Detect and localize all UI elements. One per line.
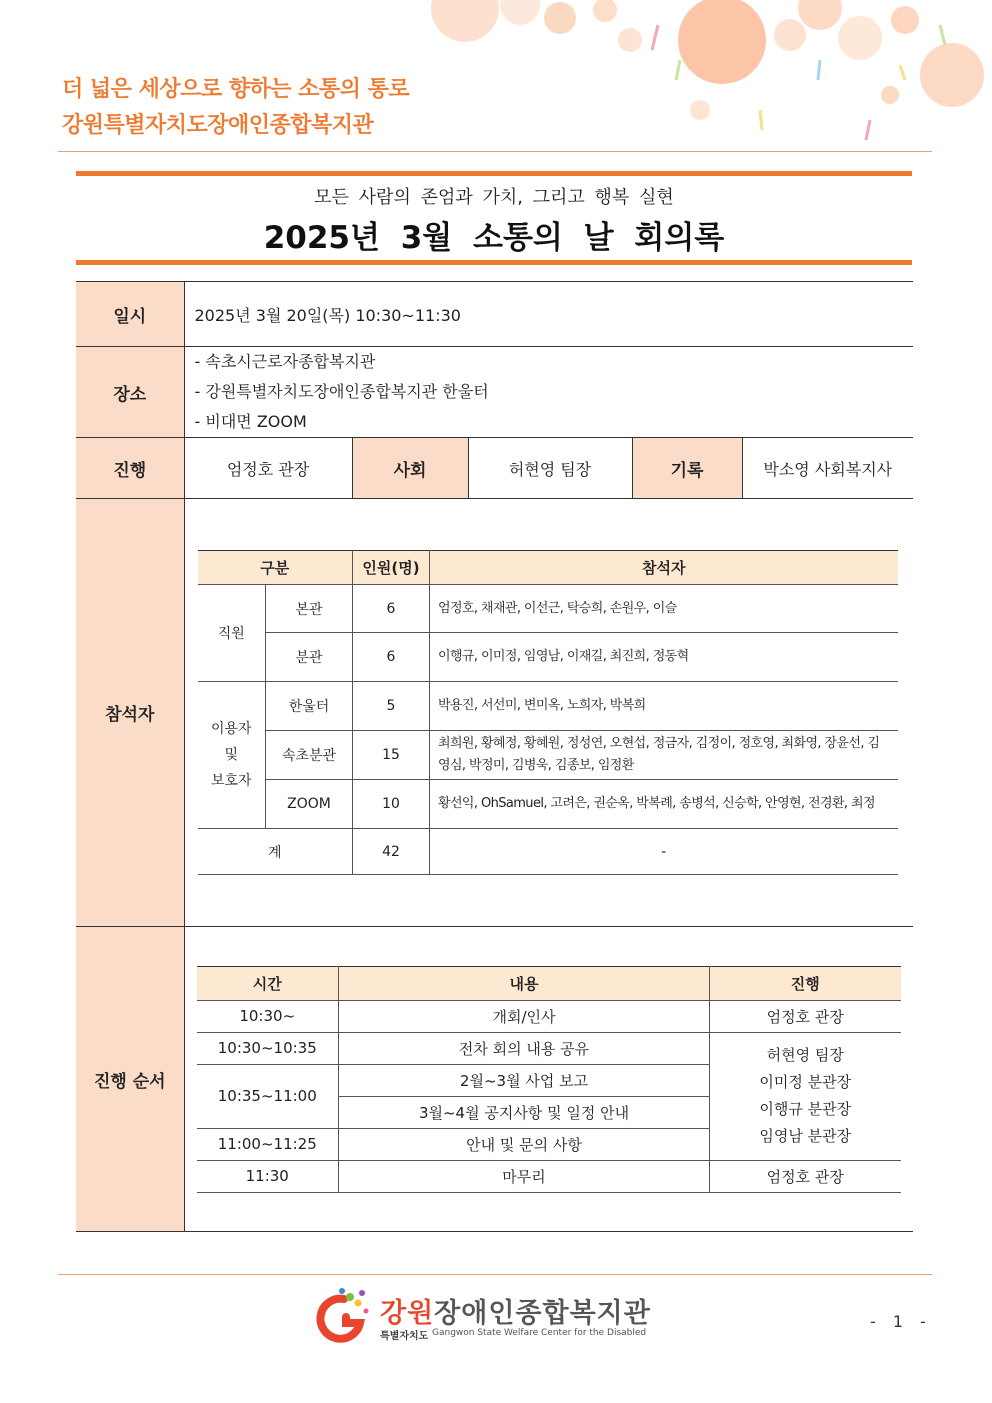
table-row-subcategory: 분관 [266,633,353,682]
logo-mark-icon [310,1287,374,1347]
schedule-lead: 엄정호 관장 [710,1160,901,1192]
logo-text [380,1291,651,1330]
recorder-value: 박소영 사회복지사 [742,438,913,499]
table-row-subcategory: 속초분관 [266,731,353,780]
table-row-names: 이행규, 이미정, 임영남, 이재길, 최진희, 정동혁 [430,633,898,682]
schedule-content: 안내 및 문의 사항 [339,1128,710,1160]
lead-name: 이미정 분관장 [759,1073,852,1091]
logo-subtext: 특별자치도 [380,1331,429,1342]
table-row-subcategory: 한울터 [266,682,353,731]
users-label-line: 이용자 [210,721,252,737]
place-label: 장소 [76,347,184,438]
table-row-count: 10 [353,780,430,829]
schedule-lead-merged [710,1032,901,1160]
schedule-content: 3월~4월 공지사항 및 일정 안내 [339,1096,710,1128]
table-row-names: 엄정호, 채재관, 이선근, 탁승희, 손원우, 이슬 [430,585,898,633]
slogan-line-1: 더 넓은 세상으로 향하는 소통의 통로 [62,77,410,102]
date-value: 2025년 3월 20일(목) 10:30~11:30 [184,282,913,347]
table-row-count: 6 [353,585,430,633]
host-label: 진행 [76,438,184,499]
table-row-names: 최희원, 황혜정, 황혜원, 정성연, 오현섭, 정금자, 김정이, 정호영, 최화영, 장윤선, 김영심, 박정미, 김병욱, 김종보, 임정환 [430,731,898,780]
header-divider [58,151,932,152]
schedule-lead: 엄정호 관장 [710,1000,901,1032]
document-title: 2025년 3월 소통의 날 회의록 [263,220,725,256]
logo-text-accent: 강원 [380,1298,435,1329]
schedule-content: 전차 회의 내용 공유 [339,1032,710,1064]
col-header-attendees: 참석자 [430,551,898,585]
logo-english-text: Gangwon State Welfare Center for the Disabled [432,1328,647,1338]
mc-value: 허현영 팀장 [468,438,632,499]
date-label: 일시 [76,282,184,347]
schedule-time: 10:30~ [197,1000,339,1032]
document-subtitle: 모든 사람의 존엄과 가치, 그리고 행복 실현 [314,187,674,208]
schedule-time: 10:35~11:00 [197,1064,339,1128]
schedule-time: 11:00~11:25 [197,1128,339,1160]
schedule-content: 개회/인사 [339,1000,710,1032]
schedule-label: 진행 순서 [76,927,184,1232]
host-value: 엄정호 관장 [184,438,352,499]
table-row-names: 황선익, OhSamuel, 고려은, 권순옥, 박복례, 송병석, 신승학, 안영현, 전경환, 최정 [430,780,898,829]
table-row-subcategory: ZOOM [266,780,353,829]
table-row-subcategory: 본관 [266,585,353,633]
lead-name: 임영남 분관장 [759,1127,852,1145]
place-item: - 강원특별자치도장애인종합복지관 한울터 [194,382,489,401]
organization-logo [310,1287,670,1347]
attendees-cell [184,499,913,927]
title-top-bar [76,171,912,176]
col-header-category: 구분 [198,551,353,585]
schedule-content: 2월~3월 사업 보고 [339,1064,710,1096]
schedule-content: 마무리 [339,1160,710,1192]
place-list [184,347,913,438]
users-label-line: 및 [224,747,239,763]
table-row-count: 6 [353,633,430,682]
page-number: - 1 - [870,1312,932,1331]
users-label-line: 보호자 [210,773,252,789]
total-count: 42 [353,829,430,875]
total-names: - [430,829,898,875]
table-row-count: 15 [353,731,430,780]
col-header-lead: 진행 [710,966,901,1000]
minutes-table [76,281,913,1232]
table-row-names: 박용진, 서선미, 변미옥, 노희자, 박복희 [430,682,898,731]
staff-label: 직원 [198,585,266,682]
recorder-label: 기록 [632,438,742,499]
schedule-time: 11:30 [197,1160,339,1192]
table-row-count: 5 [353,682,430,731]
schedule-cell [184,927,913,1232]
users-label [198,682,266,829]
col-header-time: 시간 [197,966,339,1000]
col-header-count: 인원(명) [353,551,430,585]
schedule-time: 10:30~10:35 [197,1032,339,1064]
col-header-content: 내용 [339,966,710,1000]
slogan-line-2: 강원특별자치도장애인종합복지관 [62,113,374,138]
footer-divider [58,1274,932,1275]
title-bottom-bar [76,260,912,265]
attendees-label: 참석자 [76,499,184,927]
total-label: 계 [198,829,353,875]
mc-label: 사회 [352,438,468,499]
place-item: - 비대면 ZOOM [194,412,307,431]
lead-name: 허현영 팀장 [766,1046,844,1064]
place-item: - 속초시근로자종합복지관 [194,352,376,371]
lead-name: 이행규 분관장 [759,1100,852,1118]
logo-text-rest: 장애인종합복지관 [434,1298,651,1329]
schedule-table [197,966,901,1193]
attendees-table [198,550,898,875]
